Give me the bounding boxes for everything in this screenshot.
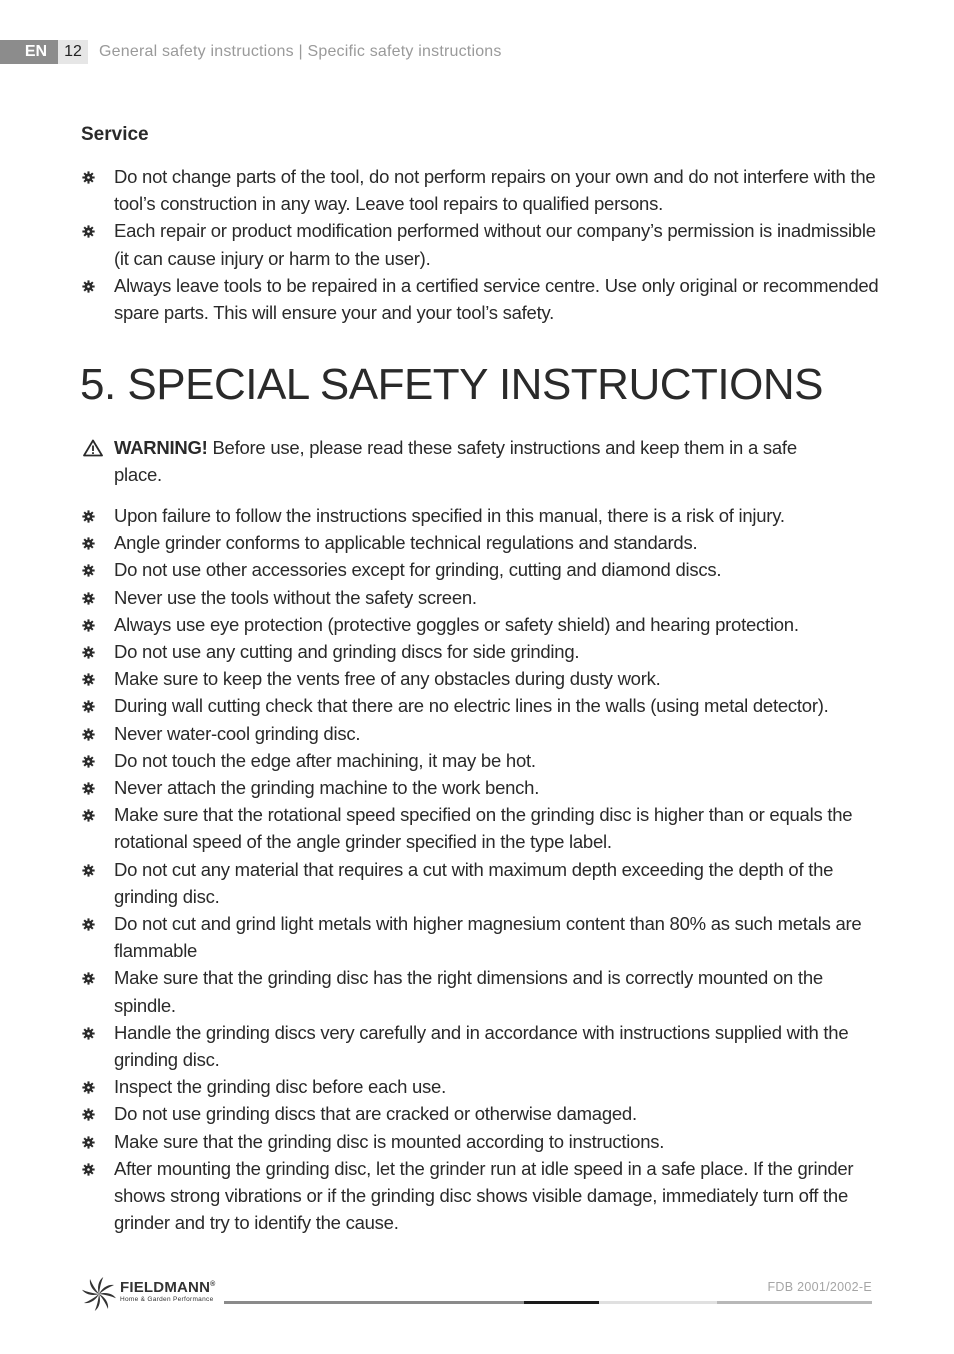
list-item-text: After mounting the grinding disc, let the grinder run at idle speed in a safe place. If the grinder shows strong vibrations or if the grinding disc shows visible damage, immediately turn off the grinder and try to identify the cause. <box>114 1157 854 1234</box>
gear-bullet-icon <box>82 809 95 822</box>
gear-bullet-icon <box>82 171 95 184</box>
list-item <box>81 611 881 638</box>
footer-rule-light <box>599 1301 717 1304</box>
gear-bullet-icon <box>82 592 95 605</box>
footer-rule-dark <box>524 1301 599 1304</box>
brand-logo <box>82 1277 215 1311</box>
list-item-text: Inspect the grinding disc before each use. <box>114 1076 446 1098</box>
list-item-text: Do not change parts of the tool, do not perform repairs on your own and do not interfere with the tool’s construction in any way. Leave tool repairs to qualified persons. <box>114 166 876 215</box>
list-item-text: Always leave tools to be repaired in a certified service centre. Use only original or recommended spare parts. This will ensure your and your tool’s safety. <box>114 274 879 324</box>
warning-triangle-icon <box>83 439 103 457</box>
list-item <box>81 1073 881 1100</box>
list-item-text: Upon failure to follow the instructions specified in this manual, there is a risk of injury. <box>114 505 785 526</box>
list-item-text: Make sure that the grinding disc has the right dimensions and is correctly mounted on the spindle. <box>114 967 823 1016</box>
list-item <box>81 502 881 529</box>
list-item <box>81 584 881 611</box>
warning-text: Before use, please read these safety instructions and keep them in a safe place. <box>114 437 797 486</box>
running-head: General safety instructions | Specific safety instructions <box>99 43 502 60</box>
list-item-text: Do not touch the edge after machining, it may be hot. <box>114 749 536 771</box>
list-item <box>81 1155 881 1237</box>
list-item-text: Make sure to keep the vents free of any obstacles during dusty work. <box>114 668 661 690</box>
gear-bullet-icon <box>82 1027 95 1040</box>
gear-bullet-icon <box>82 918 95 931</box>
gear-bullet-icon <box>82 510 95 523</box>
warning-notice <box>81 434 801 488</box>
gear-bullet-icon <box>82 564 95 577</box>
list-item <box>81 692 881 719</box>
brand-name: FIELDMANN® <box>120 1279 216 1296</box>
gear-bullet-icon <box>82 864 95 877</box>
footer-rule-grey <box>224 1301 524 1304</box>
fieldmann-swirl-logo-icon <box>82 1277 116 1311</box>
list-item <box>81 1128 881 1155</box>
gear-bullet-icon <box>82 619 95 632</box>
gear-bullet-icon <box>82 972 95 985</box>
list-item <box>81 747 881 774</box>
list-item-text: Do not cut and grind light metals with higher magnesium content than 80% as such metals are flammable <box>114 913 862 962</box>
gear-bullet-icon <box>82 1136 95 1149</box>
gear-bullet-icon <box>82 1163 95 1176</box>
page-header <box>0 40 502 64</box>
list-item-text: Make sure that the grinding disc is mounted according to instructions. <box>114 1130 665 1152</box>
service-heading: Service <box>81 124 149 145</box>
gear-bullet-icon <box>82 728 95 741</box>
list-item <box>81 801 881 855</box>
list-item-text: Do not use any cutting and grinding discs for side grinding. <box>114 641 580 663</box>
list-item-text: Do not use other accessories except for grinding, cutting and diamond discs. <box>114 559 722 581</box>
gear-bullet-icon <box>82 782 95 795</box>
list-item <box>81 1100 881 1127</box>
chapter-title: 5. SPECIAL SAFETY INSTRUCTIONS <box>80 360 823 409</box>
gear-bullet-icon <box>82 537 95 550</box>
list-item-text: Never attach the grinding machine to the work bench. <box>114 777 540 799</box>
brand-tagline: Home & Garden Performance <box>120 1296 214 1303</box>
footer-rule-mid <box>717 1301 872 1304</box>
page-number: 12 <box>58 40 88 64</box>
language-badge: EN <box>0 40 58 64</box>
gear-bullet-icon <box>82 1081 95 1094</box>
list-item <box>81 272 881 326</box>
gear-bullet-icon <box>82 225 95 238</box>
gear-bullet-icon <box>82 646 95 659</box>
gear-bullet-icon <box>82 673 95 686</box>
list-item-text: Never use the tools without the safety screen. <box>114 586 477 608</box>
list-item <box>81 163 881 217</box>
gear-bullet-icon <box>82 700 95 713</box>
list-item <box>81 665 881 692</box>
gear-bullet-icon <box>82 755 95 768</box>
special-safety-list <box>81 502 881 1236</box>
document-code: FDB 2001/2002-E <box>767 1280 872 1294</box>
list-item <box>81 720 881 747</box>
list-item-text: Do not use grinding discs that are cracked or otherwise damaged. <box>114 1103 637 1125</box>
list-item-text: During wall cutting check that there are no electric lines in the walls (using metal detector). <box>114 695 829 717</box>
list-item <box>81 774 881 801</box>
list-item <box>81 529 881 556</box>
gear-bullet-icon <box>82 280 95 293</box>
list-item <box>81 638 881 665</box>
list-item-text: Make sure that the rotational speed specified on the grinding disc is higher than or equals the rotational speed of the angle grinder specified in the type label. <box>114 804 853 853</box>
list-item-text: Always use eye protection (protective goggles or safety shield) and hearing protection. <box>114 613 799 635</box>
list-item-text: Each repair or product modification performed without our company’s permission is inadmissible (it can cause injury or harm to the user). <box>114 220 876 269</box>
list-item <box>81 856 881 910</box>
list-item-text: Do not cut any material that requires a cut with maximum depth exceeding the depth of the grinding disc. <box>114 858 834 907</box>
list-item <box>81 556 881 583</box>
warning-label: WARNING! <box>114 437 208 458</box>
list-item-text: Angle grinder conforms to applicable technical regulations and standards. <box>114 532 698 554</box>
list-item-text: Never water-cool grinding disc. <box>114 722 361 744</box>
list-item <box>81 910 881 964</box>
list-item-text: Handle the grinding discs very carefully and in accordance with instructions supplied with the grinding disc. <box>114 1021 849 1071</box>
list-item <box>81 1019 881 1073</box>
service-list <box>81 163 881 326</box>
list-item <box>81 217 881 271</box>
list-item <box>81 964 881 1018</box>
gear-bullet-icon <box>82 1108 95 1121</box>
